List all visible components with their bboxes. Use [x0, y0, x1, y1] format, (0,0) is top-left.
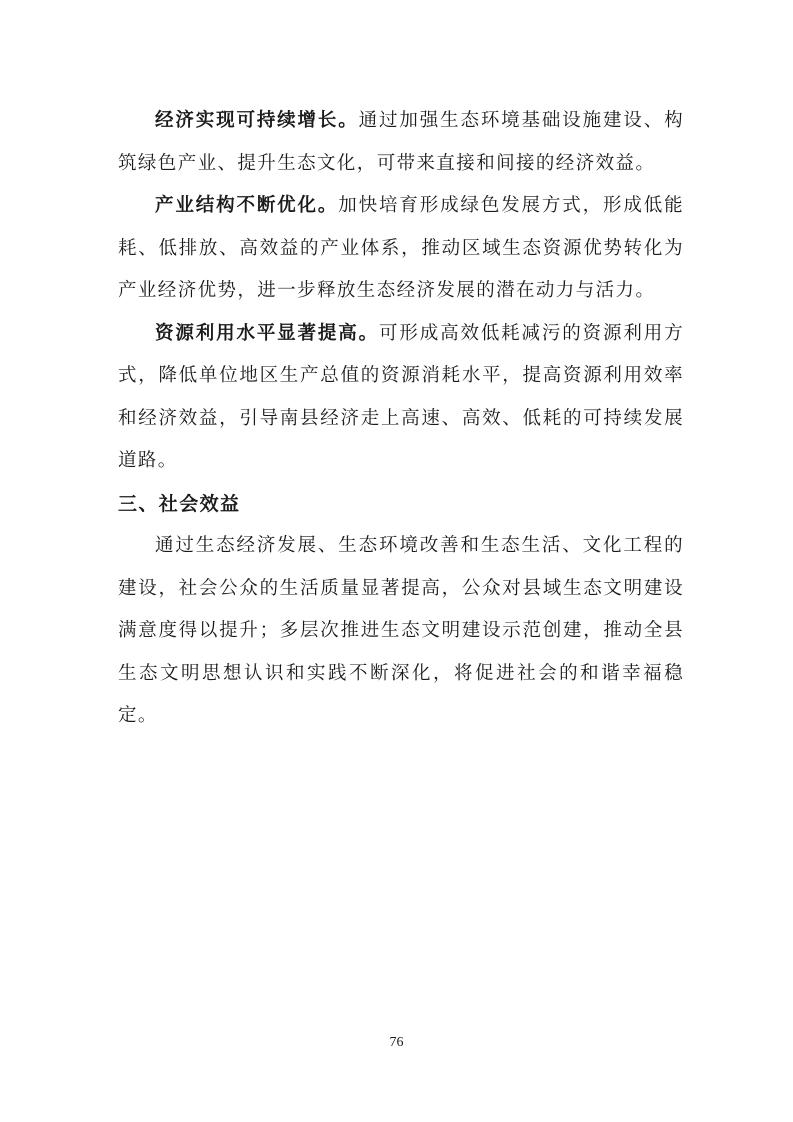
section-heading: 三、社会效益: [118, 492, 241, 515]
document-body: [118, 100, 684, 738]
paragraph-industrial-structure: [118, 185, 684, 313]
paragraph-economic-growth: [118, 100, 684, 185]
paragraph-resource-utilization: [118, 313, 684, 483]
paragraph-lead-resource-utilization: 资源利用水平显著提高。: [155, 322, 379, 344]
paragraph-text-economic-growth: 通过加强生态环境基础设施建设、构筑绿色产业、提升生态文化，可带来直接和间接的经济效益。: [118, 110, 684, 174]
paragraph-lead-economic-growth: 经济实现可持续增长。: [155, 110, 359, 131]
paragraph-social-benefits: 通过生态经济发展、生态环境改善和生态生活、文化工程的建设，社会公众的生活质量显著提高，公众对县域生态文明建设满意度得以提升；多层次推进生态文明建设示范创建，推动全县生态文明思想认识和实践不断深化，将促进社会的和谐幸福稳定。: [118, 535, 684, 726]
paragraph-lead-industrial-structure: 产业结构不断优化。: [155, 195, 339, 216]
paragraph-text-industrial-structure: 加快培育形成绿色发展方式，形成低能耗、低排放、高效益的产业体系，推动区域生态资源优势转化为产业经济优势，进一步释放生态经济发展的潜在动力与活力。: [118, 195, 684, 301]
paragraph-text-resource-utilization: 可形成高效低耗减污的资源利用方式，降低单位地区生产总值的资源消耗水平，提高资源利用效率和经济效益，引导南县经济走上高速、高效、低耗的可持续发展道路。: [118, 322, 684, 471]
page-number: 76: [389, 1035, 404, 1050]
